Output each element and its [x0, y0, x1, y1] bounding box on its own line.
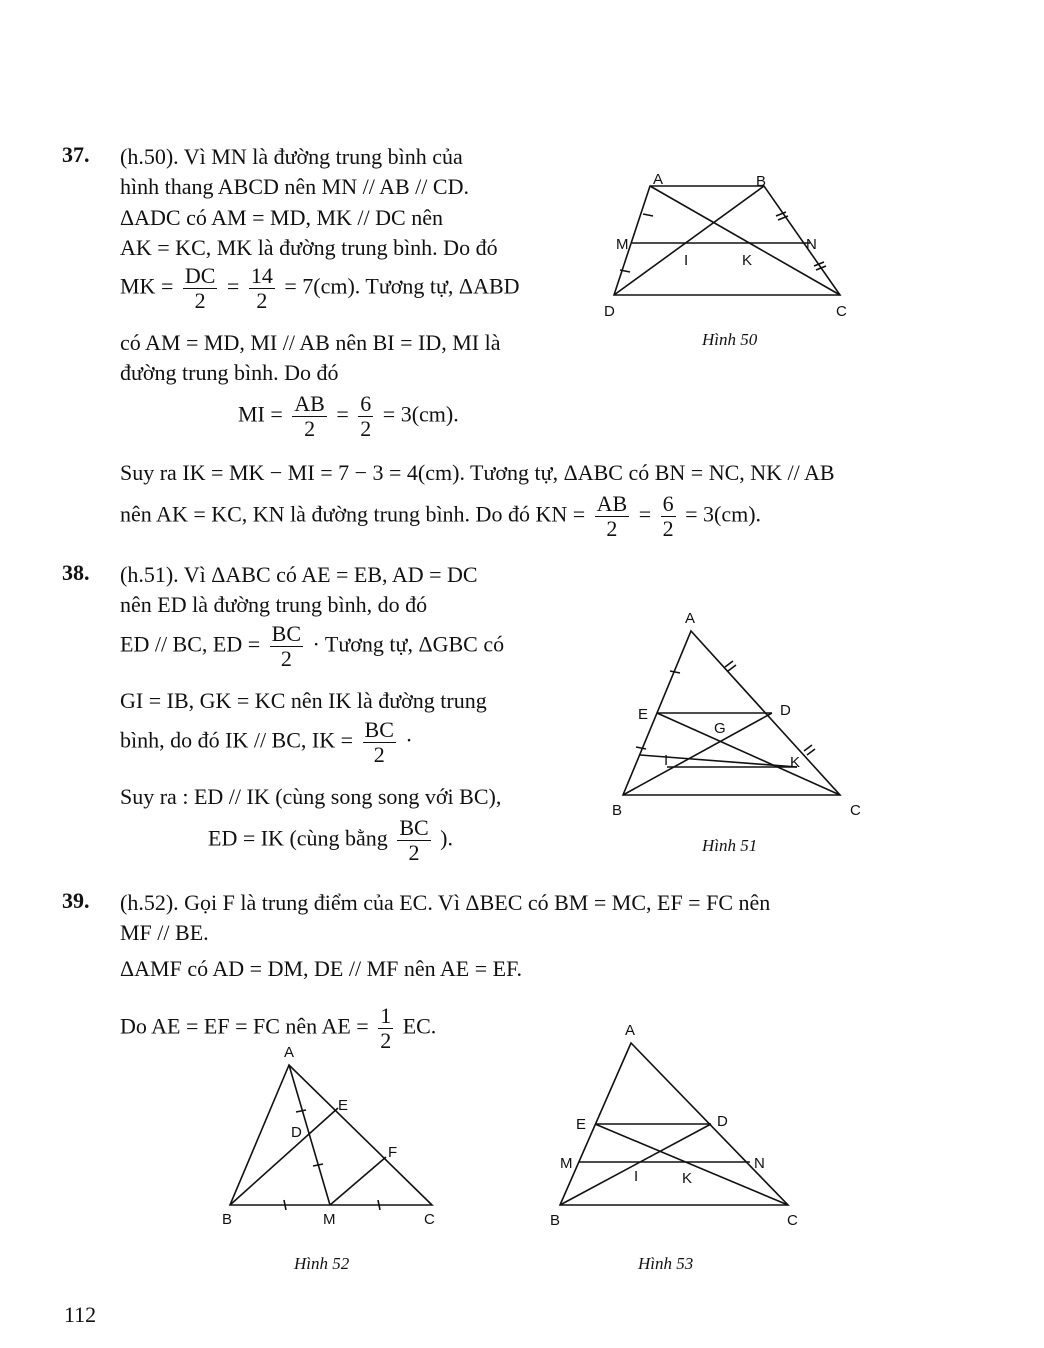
fraction-bc-2c: $\frac{BC}{2}$	[399, 815, 429, 865]
fig53-label-k: K	[682, 1170, 693, 1187]
fraction-ab-2: $\frac{AB}{2}$	[294, 391, 325, 441]
fig52-label-a: A	[284, 1044, 295, 1061]
fig50-label-k: K	[742, 252, 753, 269]
p37-line-3: ΔADC có AM = MD, MK // DC nên	[120, 205, 443, 230]
p37-line-9: Suy ra IK = MK − MI = 7 − 3 = 4(cm). Tương tự, ΔABC có BN = NC, NK // AB	[120, 460, 835, 485]
fraction-dc-2: $\frac{DC}{2}$	[184, 263, 216, 313]
fraction-1-2: $\frac{1}{2}$	[380, 1003, 392, 1053]
fig53-label-e: E	[576, 1116, 587, 1133]
fig53-label-m: M	[560, 1155, 573, 1172]
fig52-label-c: C	[424, 1211, 435, 1228]
p37-line-10: nên AK = KC, KN là đường trung bình. Do đó KN = $\frac{AB}{2}$ = $\frac{6}{2}$ = 3(cm).	[120, 491, 762, 541]
fig51-label-d: D	[780, 702, 791, 719]
fig53-label-n: N	[754, 1155, 765, 1172]
fig50-label-n: N	[806, 236, 817, 253]
p37-line-8: MI = $\frac{AB}{2}$ = $\frac{6}{2}$ = 3(cm).	[238, 391, 459, 441]
figure-50-trapezoid	[600, 170, 860, 330]
fig51-label-k: K	[790, 754, 801, 771]
fig51-label-b: B	[612, 802, 623, 819]
figure-51-triangle	[600, 605, 870, 825]
figure-50-caption: Hình 50	[702, 330, 758, 349]
p39-line-2: MF // BE.	[120, 920, 209, 945]
fig53-label-i: I	[634, 1168, 639, 1185]
fig52-label-d: D	[291, 1124, 302, 1141]
figure-52-caption: Hình 52	[294, 1254, 350, 1273]
p38-line-3: ED // BC, ED = $\frac{BC}{2}$ · Tương tự, ΔGBC có	[120, 621, 505, 671]
page-number: 112	[64, 1302, 97, 1327]
p37-line-7: đường trung bình. Do đó	[120, 360, 339, 385]
fig50-label-c: C	[836, 303, 847, 320]
fig50-label-m: M	[616, 236, 629, 253]
fig51-label-i: I	[664, 752, 669, 769]
fig53-label-c: C	[787, 1212, 798, 1229]
fraction-6-2: $\frac{6}{2}$	[360, 391, 372, 441]
fraction-bc-2b: $\frac{BC}{2}$	[364, 717, 394, 767]
problem-38-number: 38.	[62, 560, 90, 585]
p39-line-1: (h.52). Gọi F là trung điểm của EC. Vì ΔBEC có BM = MC, EF = FC nên	[120, 890, 771, 915]
p37-mk-eq: MK =	[120, 273, 174, 299]
fig50-label-b: B	[756, 173, 767, 190]
figure-52-triangle	[210, 1040, 450, 1230]
fig50-label-i: I	[684, 252, 689, 269]
fig53-label-a: A	[625, 1022, 636, 1039]
p37-line-4: AK = KC, MK là đường trung bình. Do đó	[120, 235, 498, 260]
fig51-label-a: A	[685, 610, 696, 627]
p37-line-2: hình thang ABCD nên MN // AB // CD.	[120, 174, 469, 199]
fraction-14-2: $\frac{14}{2}$	[250, 263, 273, 313]
p38-line-5: bình, do đó IK // BC, IK = $\frac{BC}{2}$ ·	[120, 717, 413, 767]
fraction-6-2b: $\frac{6}{2}$	[662, 491, 674, 541]
fraction-ab-2b: $\frac{AB}{2}$	[596, 491, 628, 541]
p38-line-2: nên ED là đường trung bình, do đó	[120, 592, 428, 617]
p39-line-4: Do AE = EF = FC nên AE = $\frac{1}{2}$ EC.	[120, 1003, 437, 1053]
fig51-label-e: E	[638, 706, 649, 723]
fraction-bc-2a: $\frac{BC}{2}$	[271, 621, 301, 671]
fig50-label-d: D	[604, 303, 615, 320]
p38-line-1: (h.51). Vì ΔABC có AE = EB, AD = DC	[120, 562, 478, 587]
fig53-label-d: D	[717, 1113, 728, 1130]
fig50-label-a: A	[653, 171, 664, 188]
problem-39-number: 39.	[62, 888, 90, 913]
fig52-label-b: B	[222, 1211, 233, 1228]
fig53-label-b: B	[550, 1212, 561, 1229]
fig52-label-f: F	[388, 1144, 398, 1161]
p38-line-4: GI = IB, GK = KC nên IK là đường trung	[120, 688, 487, 713]
figure-51-caption: Hình 51	[702, 836, 758, 855]
problem-37-number: 37.	[62, 142, 90, 167]
fig51-label-g: G	[714, 720, 726, 737]
fig51-label-c: C	[850, 802, 861, 819]
fig52-label-m: M	[323, 1211, 336, 1228]
p38-line-6: Suy ra : ED // IK (cùng song song với BC),	[120, 784, 502, 809]
fig52-label-e: E	[338, 1097, 349, 1114]
p38-line-7: ED = IK (cùng bằng $\frac{BC}{2}$ ).	[208, 815, 453, 865]
p37-line-6: có AM = MD, MI // AB nên BI = ID, MI là	[120, 330, 501, 355]
p37-line-1: (h.50). Vì MN là đường trung bình của	[120, 144, 463, 169]
p39-line-3: ΔAMF có AD = DM, DE // MF nên AE = EF.	[120, 956, 523, 981]
p37-line-5: MK = $\frac{DC}{2}$ = $\frac{14}{2}$ = 7(cm). Tương tự, ΔABD	[120, 263, 520, 313]
figure-53-caption: Hình 53	[638, 1254, 694, 1273]
figure-53-triangle	[540, 1015, 810, 1235]
